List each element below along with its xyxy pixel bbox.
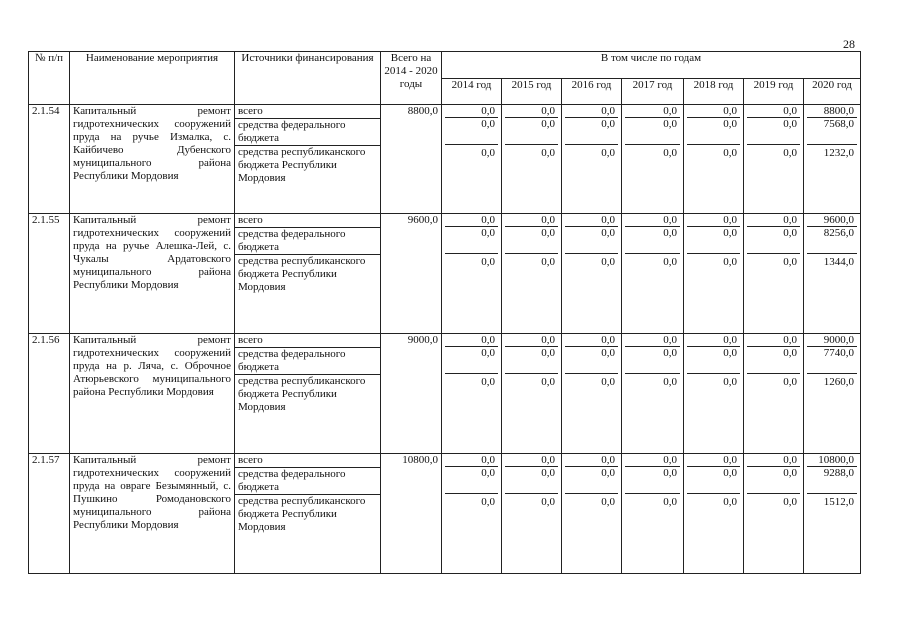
year-values — [622, 214, 684, 334]
header-years-group: В том числе по годам — [442, 52, 861, 79]
header-year: 2016 год — [562, 78, 622, 105]
year-values — [804, 334, 861, 454]
value-total: 0,0 — [445, 214, 498, 227]
value-total: 0,0 — [747, 454, 800, 467]
value-republic: 0,0 — [541, 256, 555, 268]
table-row — [29, 105, 861, 214]
value-federal: 0,0 — [565, 227, 618, 254]
year-values — [684, 454, 744, 574]
value-total: 0,0 — [505, 454, 558, 467]
table-row — [29, 334, 861, 454]
source-republic-label: средства республиканского бюджета Республики Мордовия — [238, 375, 366, 413]
value-total: 0,0 — [565, 105, 618, 118]
value-total: 0,0 — [687, 334, 740, 347]
value-republic: 0,0 — [481, 147, 495, 159]
value-republic: 0,0 — [481, 496, 495, 508]
value-federal: 0,0 — [565, 347, 618, 374]
year-values — [744, 334, 804, 454]
value-republic: 0,0 — [783, 496, 797, 508]
total-amount: 9600,0 — [381, 214, 442, 334]
value-total: 0,0 — [625, 105, 680, 118]
funding-sources — [235, 454, 381, 574]
value-federal: 0,0 — [445, 227, 498, 254]
value-republic: 1512,0 — [823, 496, 854, 508]
value-republic: 0,0 — [723, 147, 737, 159]
year-values — [622, 105, 684, 214]
total-amount: 9000,0 — [381, 334, 442, 454]
header-year: 2017 год — [622, 78, 684, 105]
value-total: 10800,0 — [807, 454, 857, 467]
value-total: 0,0 — [747, 105, 800, 118]
year-values — [684, 105, 744, 214]
value-total: 0,0 — [505, 214, 558, 227]
year-values — [562, 454, 622, 574]
source-total-label: всего — [235, 334, 380, 348]
funding-sources — [235, 214, 381, 334]
value-federal: 0,0 — [625, 347, 680, 374]
source-federal-label: средства федерального бюджета — [235, 348, 380, 375]
value-total: 0,0 — [565, 334, 618, 347]
year-values — [562, 105, 622, 214]
year-values — [684, 334, 744, 454]
header-year: 2015 год — [502, 78, 562, 105]
row-number: 2.1.54 — [29, 105, 70, 214]
funding-sources — [235, 334, 381, 454]
value-total: 0,0 — [625, 454, 680, 467]
year-values — [622, 334, 684, 454]
value-federal: 0,0 — [565, 118, 618, 145]
value-total: 0,0 — [505, 334, 558, 347]
value-republic: 0,0 — [541, 496, 555, 508]
value-federal: 0,0 — [747, 118, 800, 145]
value-federal: 0,0 — [747, 227, 800, 254]
header-total: Всего на 2014 - 2020 годы — [381, 52, 442, 105]
row-number: 2.1.56 — [29, 334, 70, 454]
value-republic: 0,0 — [601, 496, 615, 508]
header-num: № п/п — [29, 52, 70, 105]
value-federal: 7740,0 — [807, 347, 857, 374]
value-total: 0,0 — [445, 105, 498, 118]
source-total-label: всего — [235, 454, 380, 468]
value-republic: 0,0 — [601, 376, 615, 388]
value-total: 0,0 — [565, 214, 618, 227]
value-republic: 0,0 — [663, 256, 677, 268]
year-values — [804, 214, 861, 334]
source-republic-label: средства республиканского бюджета Республики Мордовия — [238, 255, 366, 293]
table-row — [29, 454, 861, 574]
value-federal: 0,0 — [625, 467, 680, 494]
value-federal: 0,0 — [565, 467, 618, 494]
value-republic: 0,0 — [783, 256, 797, 268]
value-total: 0,0 — [687, 454, 740, 467]
value-total: 0,0 — [445, 334, 498, 347]
source-total-label: всего — [235, 214, 380, 228]
header-year: 2019 год — [744, 78, 804, 105]
value-federal: 0,0 — [445, 347, 498, 374]
source-federal-label: средства федерального бюджета — [235, 119, 380, 146]
source-republic-label: средства республиканского бюджета Республики Мордовия — [238, 146, 366, 184]
year-values — [684, 214, 744, 334]
value-federal: 0,0 — [625, 118, 680, 145]
year-values — [622, 454, 684, 574]
source-total-label: всего — [235, 105, 380, 119]
value-republic: 0,0 — [723, 376, 737, 388]
year-values — [502, 454, 562, 574]
value-federal: 0,0 — [445, 467, 498, 494]
value-total: 0,0 — [687, 105, 740, 118]
value-total: 0,0 — [445, 454, 498, 467]
year-values — [442, 214, 502, 334]
year-values — [502, 105, 562, 214]
source-federal-label: средства федерального бюджета — [235, 468, 380, 495]
value-republic: 1232,0 — [823, 147, 854, 159]
value-total: 0,0 — [625, 214, 680, 227]
activity-name: Капитальный ремонт гидротехнических сооружений пруда на ручье Измалка, с. Кайбичево Дубенского муниципального района Республики Мордовия — [70, 105, 235, 214]
value-republic: 0,0 — [663, 496, 677, 508]
header-year: 2020 год — [804, 78, 861, 105]
value-republic: 0,0 — [601, 256, 615, 268]
row-number: 2.1.55 — [29, 214, 70, 334]
value-federal: 0,0 — [625, 227, 680, 254]
year-values — [562, 334, 622, 454]
header-year: 2014 год — [442, 78, 502, 105]
year-values — [442, 334, 502, 454]
value-total: 0,0 — [747, 334, 800, 347]
year-values — [442, 454, 502, 574]
year-values — [502, 334, 562, 454]
year-values — [804, 454, 861, 574]
value-federal: 0,0 — [687, 227, 740, 254]
value-total: 0,0 — [687, 214, 740, 227]
value-republic: 0,0 — [783, 376, 797, 388]
value-republic: 0,0 — [783, 147, 797, 159]
source-federal-label: средства федерального бюджета — [235, 228, 380, 255]
value-total: 0,0 — [747, 214, 800, 227]
total-amount: 8800,0 — [381, 105, 442, 214]
table-row — [29, 214, 861, 334]
funding-table — [28, 51, 861, 574]
value-republic: 0,0 — [663, 147, 677, 159]
value-republic: 0,0 — [601, 147, 615, 159]
activity-name: Капитальный ремонт гидротехнических сооружений пруда на р. Ляча, с. Оброчное Атюрьевского муниципального района Республики Мордовия — [70, 334, 235, 454]
value-federal: 0,0 — [505, 347, 558, 374]
value-republic: 0,0 — [723, 256, 737, 268]
value-federal: 0,0 — [445, 118, 498, 145]
total-amount: 10800,0 — [381, 454, 442, 574]
activity-name: Капитальный ремонт гидротехнических сооружений пруда на ручье Алешка-Лей, с. Чукалы Ардатовского муниципального района Республики Мордовия — [70, 214, 235, 334]
table-header-row — [29, 52, 861, 79]
value-federal: 0,0 — [505, 118, 558, 145]
header-sources: Источники финансирования — [235, 52, 381, 105]
year-values — [744, 454, 804, 574]
value-republic: 1260,0 — [823, 376, 854, 388]
value-republic: 0,0 — [541, 376, 555, 388]
value-total: 0,0 — [565, 454, 618, 467]
value-federal: 0,0 — [687, 118, 740, 145]
value-federal: 8256,0 — [807, 227, 857, 254]
year-values — [442, 105, 502, 214]
value-republic: 1344,0 — [823, 256, 854, 268]
header-year: 2018 год — [684, 78, 744, 105]
year-values — [502, 214, 562, 334]
value-federal: 0,0 — [505, 227, 558, 254]
value-republic: 0,0 — [481, 376, 495, 388]
value-total: 8800,0 — [807, 105, 857, 118]
funding-sources — [235, 105, 381, 214]
value-federal: 0,0 — [687, 467, 740, 494]
value-republic: 0,0 — [481, 256, 495, 268]
year-values — [804, 105, 861, 214]
value-federal: 7568,0 — [807, 118, 857, 145]
year-values — [562, 214, 622, 334]
value-republic: 0,0 — [541, 147, 555, 159]
value-republic: 0,0 — [723, 496, 737, 508]
value-federal: 0,0 — [687, 347, 740, 374]
source-republic-label: средства республиканского бюджета Республики Мордовия — [238, 495, 366, 533]
activity-name: Капитальный ремонт гидротехнических сооружений пруда на овраге Безымянный, с. Пушкино Ромодановского муниципального района Республики Мордовия — [70, 454, 235, 574]
value-total: 9000,0 — [807, 334, 857, 347]
value-total: 0,0 — [625, 334, 680, 347]
value-republic: 0,0 — [663, 376, 677, 388]
value-total: 9600,0 — [807, 214, 857, 227]
page-number: 28 — [843, 37, 855, 51]
year-values — [744, 214, 804, 334]
value-total: 0,0 — [505, 105, 558, 118]
header-name: Наименование мероприятия — [70, 52, 235, 105]
value-federal: 0,0 — [747, 467, 800, 494]
year-values — [744, 105, 804, 214]
row-number: 2.1.57 — [29, 454, 70, 574]
value-federal: 9288,0 — [807, 467, 857, 494]
value-federal: 0,0 — [505, 467, 558, 494]
value-federal: 0,0 — [747, 347, 800, 374]
